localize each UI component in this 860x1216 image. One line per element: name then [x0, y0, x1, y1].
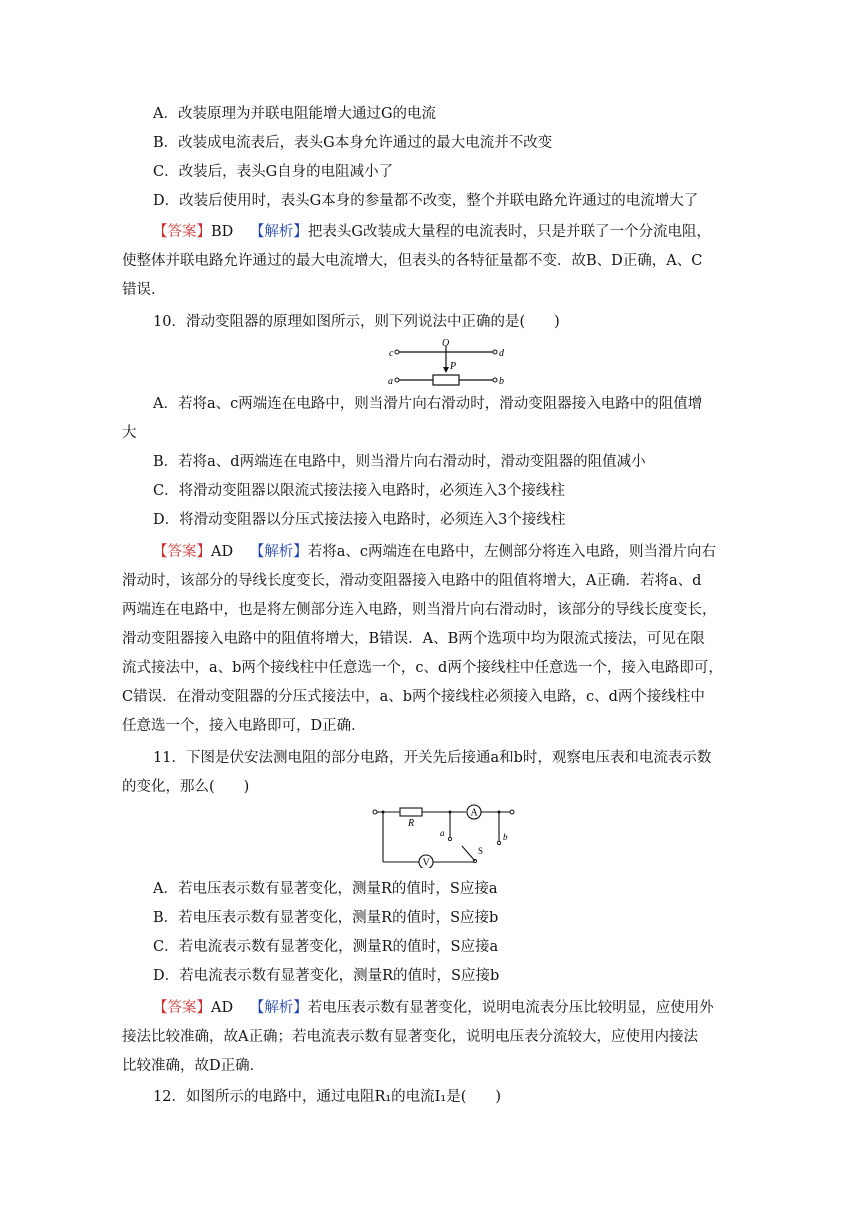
answer-value: BD: [211, 224, 234, 240]
analysis-text: 两端连在电路中，也是将左侧部分连入电路，则当滑片向右滑动时，该部分的导线长度变长，: [122, 602, 717, 618]
voltmeter-label: V: [422, 857, 430, 868]
answer-value: AD: [211, 544, 234, 560]
voltammeter-circuit-figure: [370, 802, 520, 868]
label-a: a: [440, 828, 445, 838]
q11-stem: 11．下图是伏安法测电阻的部分电路，开关先后接通a和b时，观察电压表和电流表示数: [153, 750, 712, 766]
analysis-tag: 【解析】: [249, 224, 308, 240]
answer-tag: 【答案】: [153, 224, 211, 240]
q10-option-a-cont: 大: [122, 425, 137, 441]
q9-option-c: C．改装后，表头G自身的电阻减小了: [153, 164, 394, 180]
label-c: c: [389, 348, 394, 359]
q10-option-a: A．若将a、c两端连在电路中，则当滑片向右滑动时，滑动变阻器接入电路中的阻值增: [153, 396, 703, 412]
q10-option-b: B．若将a、d两端连在电路中，则当滑片向右滑动时，滑动变阻器的阻值减小: [153, 454, 646, 470]
answer-value: AD: [211, 1000, 234, 1016]
label-r: R: [408, 818, 415, 829]
rheostat-figure: [385, 336, 510, 388]
label-p: P: [450, 361, 457, 372]
ammeter-label: A: [470, 807, 478, 819]
analysis-text: 若电压表示数有显著变化，说明电流表分压比较明显，应使用外: [307, 1000, 714, 1016]
analysis-tag: 【解析】: [249, 1000, 308, 1016]
q9-option-b: B．改装成电流表后，表头G本身允许通过的最大电流并不改变: [153, 135, 553, 151]
q11-answer-line: [153, 998, 714, 1018]
analysis-text: 比较准确，故D正确．: [122, 1058, 265, 1074]
label-a: a: [388, 376, 393, 387]
q10-stem: 10．滑动变阻器的原理如图所示，则下列说法中正确的是( ): [153, 314, 560, 330]
label-s: S: [478, 846, 484, 856]
q10-option-d: D．将滑动变阻器以分压式接法接入电路时，必须连入3个接线柱: [153, 512, 566, 528]
analysis-tag: 【解析】: [249, 544, 308, 560]
analysis-text: 滑动时，该部分的导线长度变长，滑动变阻器接入电路中的阻值将增大，A正确．若将a、d: [122, 573, 702, 589]
q11-stem-cont: 的变化，那么( ): [122, 779, 250, 795]
label-o: O: [442, 338, 450, 349]
q11-option-a: A．若电压表示数有显著变化，测量R的值时，S应接a: [153, 881, 498, 897]
q9-answer-line: [153, 222, 711, 242]
q10-option-c: C．将滑动变阻器以限流式接法接入电路时，必须连入3个接线柱: [153, 483, 565, 499]
q12-stem: 12．如图所示的电路中，通过电阻R₁的电流I₁是( ): [153, 1089, 502, 1105]
q9-option-d: D．改装后使用时，表头G本身的参量都不改变，整个并联电路允许通过的电流增大了: [153, 193, 699, 209]
analysis-text: 若将a、c两端连在电路中，左侧部分将连入电路，则当滑片向右: [307, 544, 716, 560]
label-b: b: [499, 376, 504, 387]
analysis-text: 滑动变阻器接入电路中的阻值将增大，B错误．A、B两个选项中均为限流式接法，可见在限: [122, 631, 705, 647]
analysis-text: 任意选一个，接入电路即可，D正确．: [122, 718, 366, 734]
analysis-text: 把表头G改装成大量程的电流表时，只是并联了一个分流电阻，: [307, 224, 711, 240]
answer-tag: 【答案】: [153, 1000, 211, 1016]
q11-option-d: D．若电流表示数有显著变化，测量R的值时，S应接b: [153, 968, 500, 984]
analysis-text: C错误．在滑动变阻器的分压式接法中，a、b两个接线柱必须接入电路，c、d两个接线柱中: [122, 689, 705, 705]
q11-option-c: C．若电流表示数有显著变化，测量R的值时，S应接a: [153, 939, 499, 955]
analysis-text: 使整体并联电路允许通过的最大电流增大，但表头的各特征量都不变．故B、D正确，A、C: [122, 253, 703, 269]
analysis-text: 流式接法中，a、b两个接线柱中任意选一个，c、d两个接线柱中任意选一个，接入电路即可，: [122, 660, 723, 676]
label-d: d: [499, 348, 504, 359]
q11-option-b: B．若电压表示数有显著变化，测量R的值时，S应接b: [153, 910, 499, 926]
q10-answer-line: [153, 542, 716, 562]
q9-option-a: A．改装原理为并联电阻能增大通过G的电流: [153, 106, 437, 122]
analysis-text: 错误．: [122, 282, 166, 298]
label-b: b: [503, 832, 508, 842]
answer-tag: 【答案】: [153, 544, 211, 560]
analysis-text: 接法比较准确，故A正确；若电流表示数有显著变化，说明电压表分流较大，应使用内接法: [122, 1029, 698, 1045]
